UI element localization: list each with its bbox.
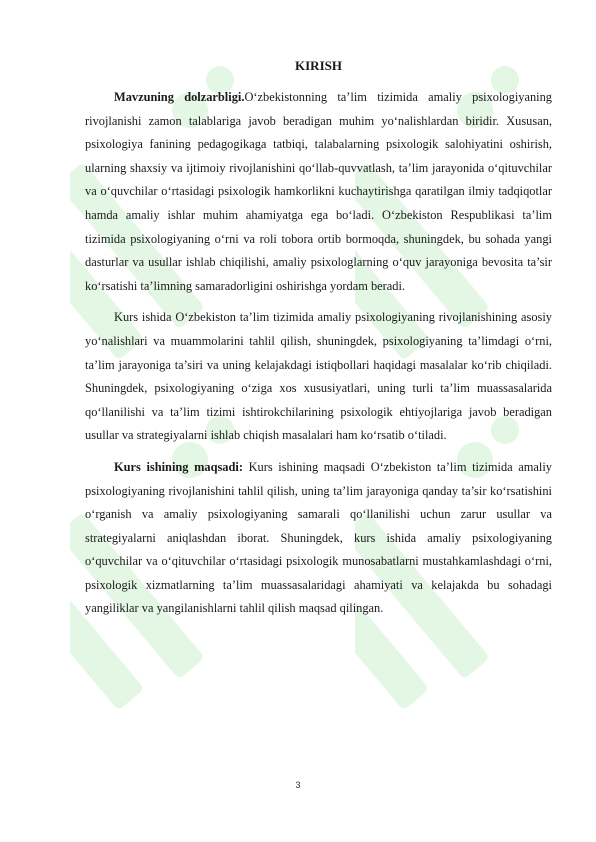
paragraph-goal	[85, 456, 552, 621]
section-heading: KIRISH	[295, 58, 342, 73]
paragraph-text: O‘zbekistonning ta’lim tizimida amaliy psixologiyaning rivojlanishi zamon talablariga javob beradigan muhim yo‘nalishlardan biridir. Xususan, psixologiya fanining pedagogikaga tatbiqi, talabalarning psixologik salohiyatini oshirish, ularning shaxsiy va ijtimoiy rivojlanishini qo‘llab-quvvatlash, ta’lim jarayonida o‘qituvchilar va o‘quvchilar o‘rtasidagi psixologik hamkorlikni kuchaytirishga qaratilgan ilmiy tadqiqotlar hamda amaliy ishlar muhim ahamiyatga ega bo‘ladi. O‘zbekiston Respublikasi ta’lim tizimida psixologiyaning o‘rni va roli tobora ortib bormoqda, shuningdek, bu sohada yangi dasturlar va usullar ishlab chiqilishi, amaliy psixologlarning o‘quv jarayoniga bevosita ta’sir ko‘rsatishi ta’limning samaradorligini oshirishga yordam beradi.	[85, 90, 552, 293]
paragraph-text: Kurs ishida O‘zbekiston ta’lim tizimida amaliy psixologiyaning rivojlanishining asosiy yo‘nalishlari va muammolarini tahlil qilish, shuningdek, psixologiyaning ta’limdagi o‘rni, ta’lim jarayoniga ta’siri va uning kelajakdagi istiqbollari haqidagi masalalar ko‘rib chiqiladi. Shuningdek, psixologiyaning o‘ziga xos xususiyatlari, uning turli ta’lim muassasalarida qo‘llanilishi va ta’lim tizimi ishtirokchilarining psixologik ehtiyojlariga javob beradigan usullar va strategiyalarni ishlab chiqish masalalari ham ko‘rsatib o‘tiladi.	[85, 310, 552, 443]
page-number: 3	[295, 780, 301, 790]
paragraph-text: Kurs ishining maqsadi O‘zbekiston ta’lim tizimida amaliy psixologiyaning rivojlanishini tahlil qilish, uning ta’lim jarayoniga qanday ta’sir ko‘rsatishini o‘rganish va amaliy psixologiyaning samarali qo‘llanilishi uchun zarur usullar va strategiyalarni aniqlashdan iborat. Shuningdek, kurs ishida amaliy psixologiyaning o‘quvchilar va o‘qituvchilar o‘rtasidagi psixologik munosabatlarni mustahkamlashdagi o‘rni, psixologik xizmatlarning ta’lim muassasalaridagi ahamiyati va kelajakda bu sohadagi yangiliklar va yangilanishlarni tahlil qilish maqsad qilingan.	[85, 459, 552, 616]
body-text	[85, 86, 552, 629]
paragraph-course-work	[85, 306, 552, 448]
paragraph-lead: Mavzuning dolzarbligi.	[114, 90, 245, 104]
paragraph-lead: Kurs ishining maqsadi:	[114, 459, 243, 474]
paragraph-relevance	[85, 86, 552, 298]
